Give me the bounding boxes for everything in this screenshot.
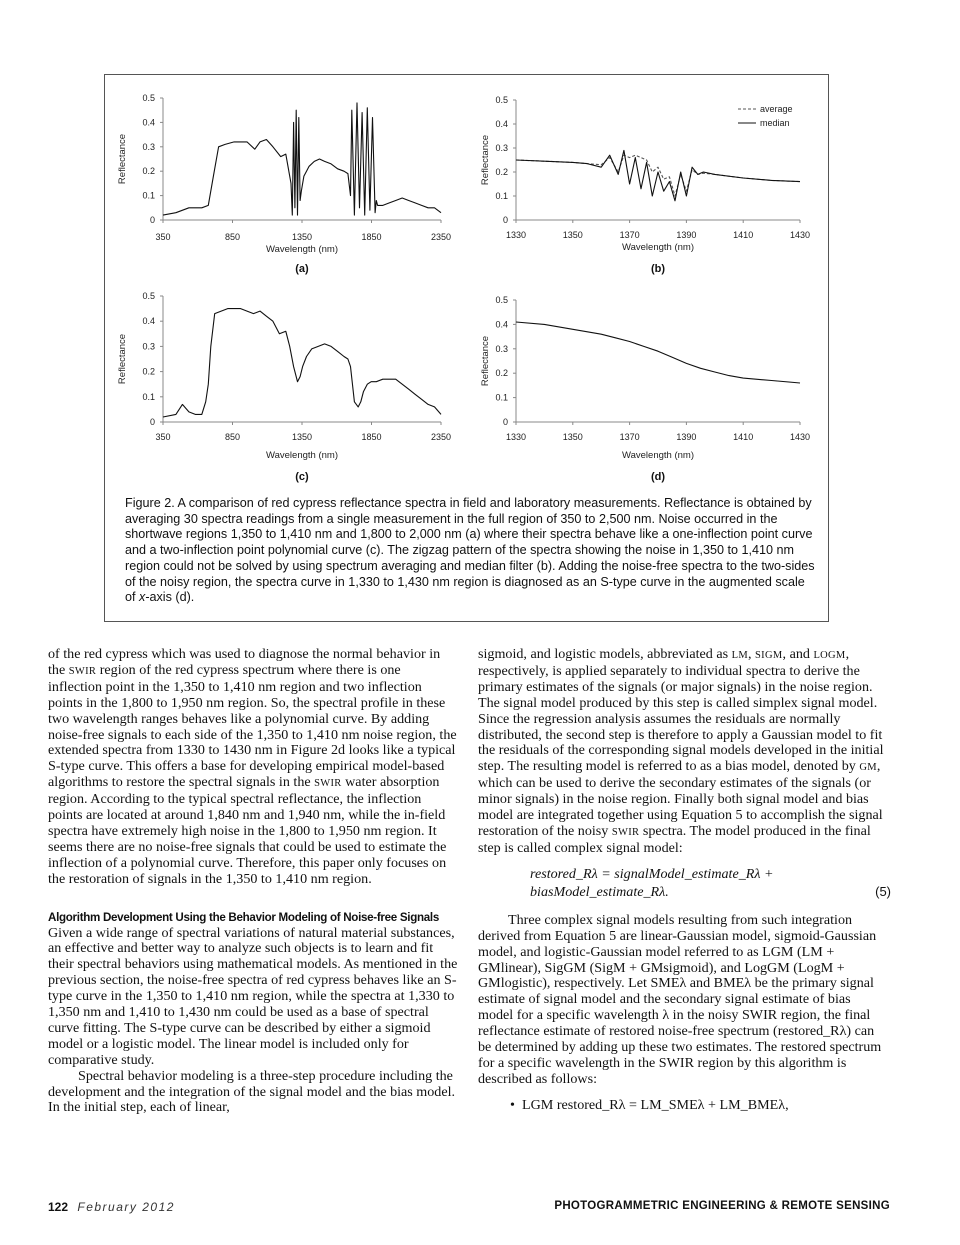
small-caps: SWIR [611, 826, 640, 838]
text-run: sigmoid, and logistic models, abbreviated as [478, 646, 732, 662]
y-tick-label: 0 [502, 417, 508, 427]
bullet-item [478, 1098, 888, 1114]
small-caps: SWIR [68, 665, 97, 677]
section-heading: Algorithm Development Using the Behavior Modeling of Noise-free Signals [48, 910, 439, 924]
y-tick-label: 0.5 [142, 93, 155, 103]
paragraph: Spectral behavior modeling is a three-step procedure including the development and the integration of the signal model and the bias model. In the initial step, each of linear, [48, 1067, 456, 1116]
small-caps: GM [859, 762, 877, 774]
x-tick-label: 1410 [733, 230, 754, 240]
y-tick-label: 0.1 [142, 190, 155, 201]
panel-label: (d) [650, 471, 666, 483]
series-line-S-type-spectrum [516, 322, 800, 383]
text-run: , respectively, is applied separately to individual spectra to derive the primary estimates of the signals (or major signals) in the noise region. The signal model produced by this step is called simplex signal model. Since the regression analysis assumes the residuals are normally distributed, the second step is therefore to apply a Gaussian model to fit the residuals of the corresponding signal models developed in the initial step. The resulting model is referred to as a bias model, denoted by [478, 646, 884, 775]
x-tick-label: 1370 [619, 432, 640, 442]
text-run: water absorption region. According to the typical spectral reflectance, the inflection points are located at around 1,840 nm and 1,940 nm, while the in-field spectra have extremely high noise in the 1,800 to 1,950 nm region. It seems there are no noise-free signals that could be used to estimate the inflection of a polynomial curve. Therefore, this paper only focuses on the restoration of signals in the 1,350 to 1,410 nm region. [48, 774, 447, 887]
x-axis-label: Wavelength (nm) [622, 242, 694, 253]
y-tick-label: 0.3 [142, 341, 155, 352]
y-tick-label: 0.3 [495, 343, 508, 354]
y-tick-label: 0 [149, 215, 155, 225]
y-tick-label: 0.3 [142, 141, 155, 152]
panel-label: (c) [295, 471, 309, 483]
y-tick-label: 0 [502, 215, 508, 225]
x-tick-label: 1330 [505, 230, 527, 240]
y-tick-label: 0.5 [495, 95, 508, 105]
y-axis-label: Reflectance [117, 133, 128, 185]
text-run: , which can be used to derive the secondary estimates of the signals (or minor signals) in the noise region. Finally both signal model and bias model are integrated together using Equation 5 to accomplish the signal restoration of the noisy [478, 758, 883, 839]
x-tick-label: 1350 [562, 230, 583, 240]
x-tick-label: 1330 [505, 432, 527, 442]
x-tick-label: 2350 [430, 432, 452, 442]
y-axis-label: Reflectance [117, 333, 128, 385]
equation-5 [530, 865, 891, 901]
chart-d [478, 288, 818, 488]
x-axis-label: Wavelength (nm) [266, 450, 338, 461]
paragraph [48, 647, 458, 888]
y-tick-label: 0.1 [495, 392, 508, 403]
figure-caption [125, 496, 815, 606]
paragraph: Given a wide range of spectral variations of natural material substances, an effective and better way to analyze such objects is to learn and fit their spectral behaviors using mathematical models. As mentioned in the previous section, the noise-free spectra of red cypress behaves like an S-type curve in the 1,350 to 1,410 nm region, while the spectra at 1,330 to 1,350 nm and 1,410 to 1,430 nm could be used as a base of spectral curve fitting. The S-type curve can be described by either a sigmoid model or a logistic model. The linear model is included only for comparative study. [48, 924, 458, 1068]
text-run: region of the red cypress spectrum where there is one inflection point in the 1,350 to 1,410 nm region and two inflection points in the 1,800 to 1,950 nm region. So, the spectral profile in these two wavelength ranges behaves like a polynomial curve. By adding noise-free signals to each side of the 1,350 to 1,410 nm noise region, the extended spectra from 1330 to 1430 nm in Figure 2d looks like a typical S-type curve. This offers a base for developing empirical model-based algorithms to restore the spectral signals in the [48, 661, 457, 791]
left-column [48, 647, 458, 1116]
x-tick-label: 350 [155, 432, 171, 442]
x-axis-label: Wavelength (nm) [622, 450, 694, 461]
y-tick-label: 0.2 [495, 167, 508, 177]
y-tick-label: 0 [149, 417, 155, 427]
issue-month: February 2012 [77, 1200, 175, 1214]
small-caps: LOGM [813, 650, 846, 661]
small-caps: LM [731, 650, 748, 661]
text-run: , [748, 646, 756, 662]
panel-label: (a) [295, 263, 309, 275]
text-run: spectra. The model produced in the final step is called complex signal model: [478, 822, 871, 856]
x-tick-label: 850 [224, 432, 241, 442]
x-tick-label: 1410 [733, 432, 754, 442]
chart-b [478, 90, 818, 275]
x-tick-label: 1390 [676, 230, 697, 240]
x-tick-label: 1390 [676, 432, 697, 442]
equation-number: (5) [875, 883, 891, 899]
y-tick-label: 0.2 [142, 166, 155, 177]
y-tick-label: 0.2 [495, 368, 508, 379]
x-tick-label: 1430 [789, 432, 811, 442]
paragraph: Three complex signal models resulting from such integration derived from Equation 5 are linear-Gaussian model, sigmoid-Gaussian model, and logistic-Gaussian model referred to as LGM (LM + GMlinear), SigGM (SigM + GMsigmoid), and LogGM (LogM + GMlogistic), respectively. Let SMEλ and BMEλ be the primary signal estimate of signal model and the secondary signal estimate of bias model for a specific wavelength λ in the noisy SWIR region, the final reflectance estimate of restored noise-free spectrum (restored_Rλ) can be determined by adding up these two estimates. The restored spectrum for a specific wavelength in the SWIR region by this algorithm is described as follows: [478, 911, 882, 1087]
series-line-field-spectrum [163, 103, 441, 215]
x-tick-label: 1350 [291, 232, 313, 242]
caption-text: A comparison of red cypress reflectance spectra in field and laboratory measurements. Reflectance is obtained by averaging 30 spectra readings from a single measurement in the full region of 350 to 2,500 nm. Noise occurred in the shortwave regions 1,350 to 1,410 nm and 1,800 to 2,000 nm (a) where their spectra behave like a one-inflection point curve and a two-inflection point polynomial curve (c). The zigzag pattern of the spectra showing the noise in 1,350 to 1,410 nm region could not be solved by using spectrum averaging and median filter (b). Adding the noise-free spectra to the two-sides of the noisy region, the spectra curve in 1,330 to 1,430 nm region is diagnosed as an S-type curve in the augmented scale of [125, 496, 815, 605]
caption-end: -axis (d). [145, 590, 195, 605]
x-tick-label: 1370 [619, 230, 640, 240]
x-axis-label: Wavelength (nm) [266, 244, 338, 255]
y-tick-label: 0.5 [142, 291, 155, 301]
y-tick-label: 0.1 [495, 191, 508, 201]
right-column [478, 646, 891, 1114]
y-axis-label: Reflectance [480, 335, 491, 387]
series-line-median [516, 150, 800, 200]
paragraph [478, 647, 888, 857]
x-tick-label: 1350 [291, 432, 313, 442]
panel-label: (b) [650, 263, 666, 275]
y-tick-label: 0.4 [142, 117, 155, 128]
y-tick-label: 0.4 [495, 319, 508, 330]
x-tick-label: 1850 [361, 232, 382, 242]
small-caps: SWIR [314, 778, 342, 790]
x-tick-label: 1850 [361, 432, 382, 442]
caption-label: Figure 2. [125, 496, 175, 510]
x-tick-label: 1350 [562, 432, 583, 442]
equation-line-2: biasModel_estimate_Rλ. [530, 883, 669, 900]
y-tick-label: 0.5 [495, 295, 508, 305]
caption-italic: x [139, 590, 146, 605]
legend-label: average [760, 104, 793, 114]
small-caps: SIGM [755, 650, 783, 661]
y-tick-label: 0.4 [142, 316, 155, 327]
page-number: 122 [48, 1200, 69, 1214]
footer-left [48, 1200, 175, 1214]
x-tick-label: 1430 [789, 230, 811, 240]
chart-a [115, 90, 455, 275]
equation-line-1: restored_Rλ = signalModel_estimate_Rλ + [530, 865, 774, 882]
legend-label: median [760, 118, 790, 128]
series-line-spectrum [163, 309, 441, 417]
x-tick-label: 350 [155, 232, 171, 242]
chart-c [115, 288, 455, 488]
y-tick-label: 0.1 [142, 391, 155, 402]
journal-name: PHOTOGRAMMETRIC ENGINEERING & REMOTE SENSING [554, 1200, 890, 1212]
y-tick-label: 0.2 [142, 366, 155, 377]
text-run: of the red cypress which was used to diagnose the normal behavior in the [48, 646, 441, 678]
y-tick-label: 0.4 [495, 119, 508, 129]
text-run: , and [782, 646, 814, 662]
y-tick-label: 0.3 [495, 143, 508, 153]
y-axis-label: Reflectance [480, 134, 491, 186]
x-tick-label: 850 [224, 232, 241, 242]
x-tick-label: 2350 [430, 232, 452, 242]
bullet-text: LGM restored_Rλ = LM_SMEλ + LM_BMEλ, [522, 1096, 789, 1113]
